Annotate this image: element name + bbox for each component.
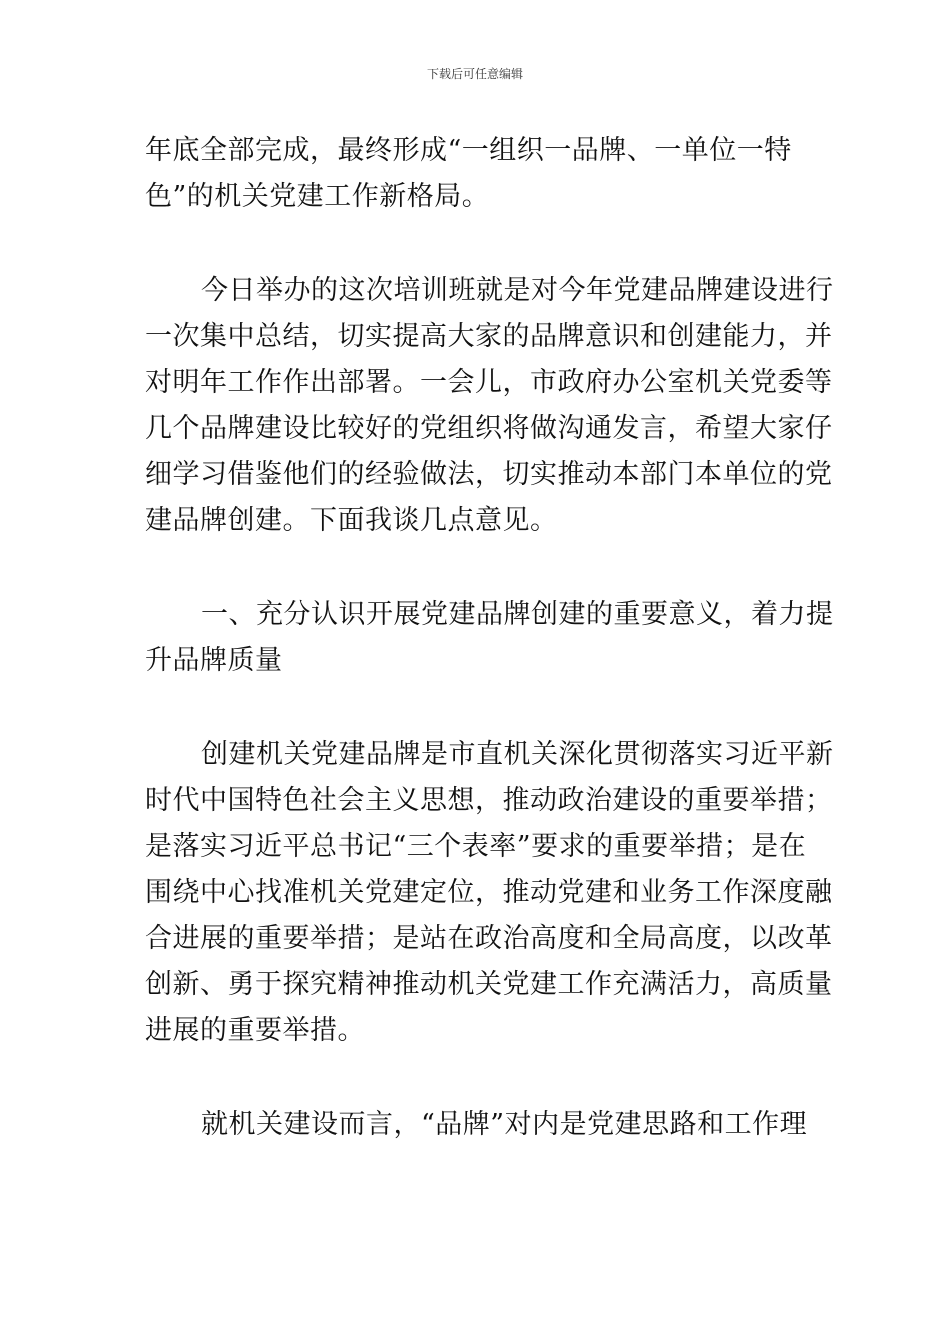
text-line: 是落实习近平总书记“三个表率”要求的重要举措；是在	[145, 831, 807, 862]
text-line: 色”的机关党建工作新格局。	[145, 181, 490, 212]
text-line: 几个品牌建设比较好的党组织将做沟通发言，希望大家仔	[145, 413, 833, 444]
text-line: 今日举办的这次培训班就是对今年党建品牌建设进行	[201, 275, 834, 306]
text-line: 时代中国特色社会主义思想，推动政治建设的重要举措；	[145, 785, 833, 816]
text-line: 围绕中心找准机关党建定位，推动党建和业务工作深度融	[145, 877, 833, 908]
section-heading	[145, 592, 834, 684]
text-line: 对明年工作作出部署。一会儿，市政府办公室机关党委等	[145, 367, 833, 398]
text-line: 建品牌创建。下面我谈几点意见。	[145, 505, 558, 536]
text-line: 年底全部完成，最终形成“一组织一品牌、一单位一特	[145, 135, 792, 166]
text-line: 创新、勇于探究精神推动机关党建工作充满活力，高质量	[145, 969, 833, 1000]
paragraph-3	[145, 732, 834, 1054]
text-line: 升品牌质量	[145, 645, 283, 676]
document-body	[145, 128, 834, 1196]
page-header: 下载后可任意编辑	[426, 67, 523, 81]
text-line: 一、充分认识开展党建品牌创建的重要意义，着力提	[201, 599, 834, 630]
paragraph-1	[145, 128, 810, 220]
text-line: 就机关建设而言，“品牌”对内是党建思路和工作理	[201, 1109, 808, 1140]
text-line: 合进展的重要举措；是站在政治高度和全局高度，以改革	[145, 923, 833, 954]
text-line: 创建机关党建品牌是市直机关深化贯彻落实习近平新	[201, 739, 834, 770]
paragraph-4	[145, 1102, 810, 1148]
text-line: 进展的重要举措。	[145, 1015, 365, 1046]
text-line: 一次集中总结，切实提高大家的品牌意识和创建能力，并	[145, 321, 833, 352]
paragraph-2	[145, 268, 834, 544]
text-line: 细学习借鉴他们的经验做法，切实推动本部门本单位的党	[145, 459, 833, 490]
